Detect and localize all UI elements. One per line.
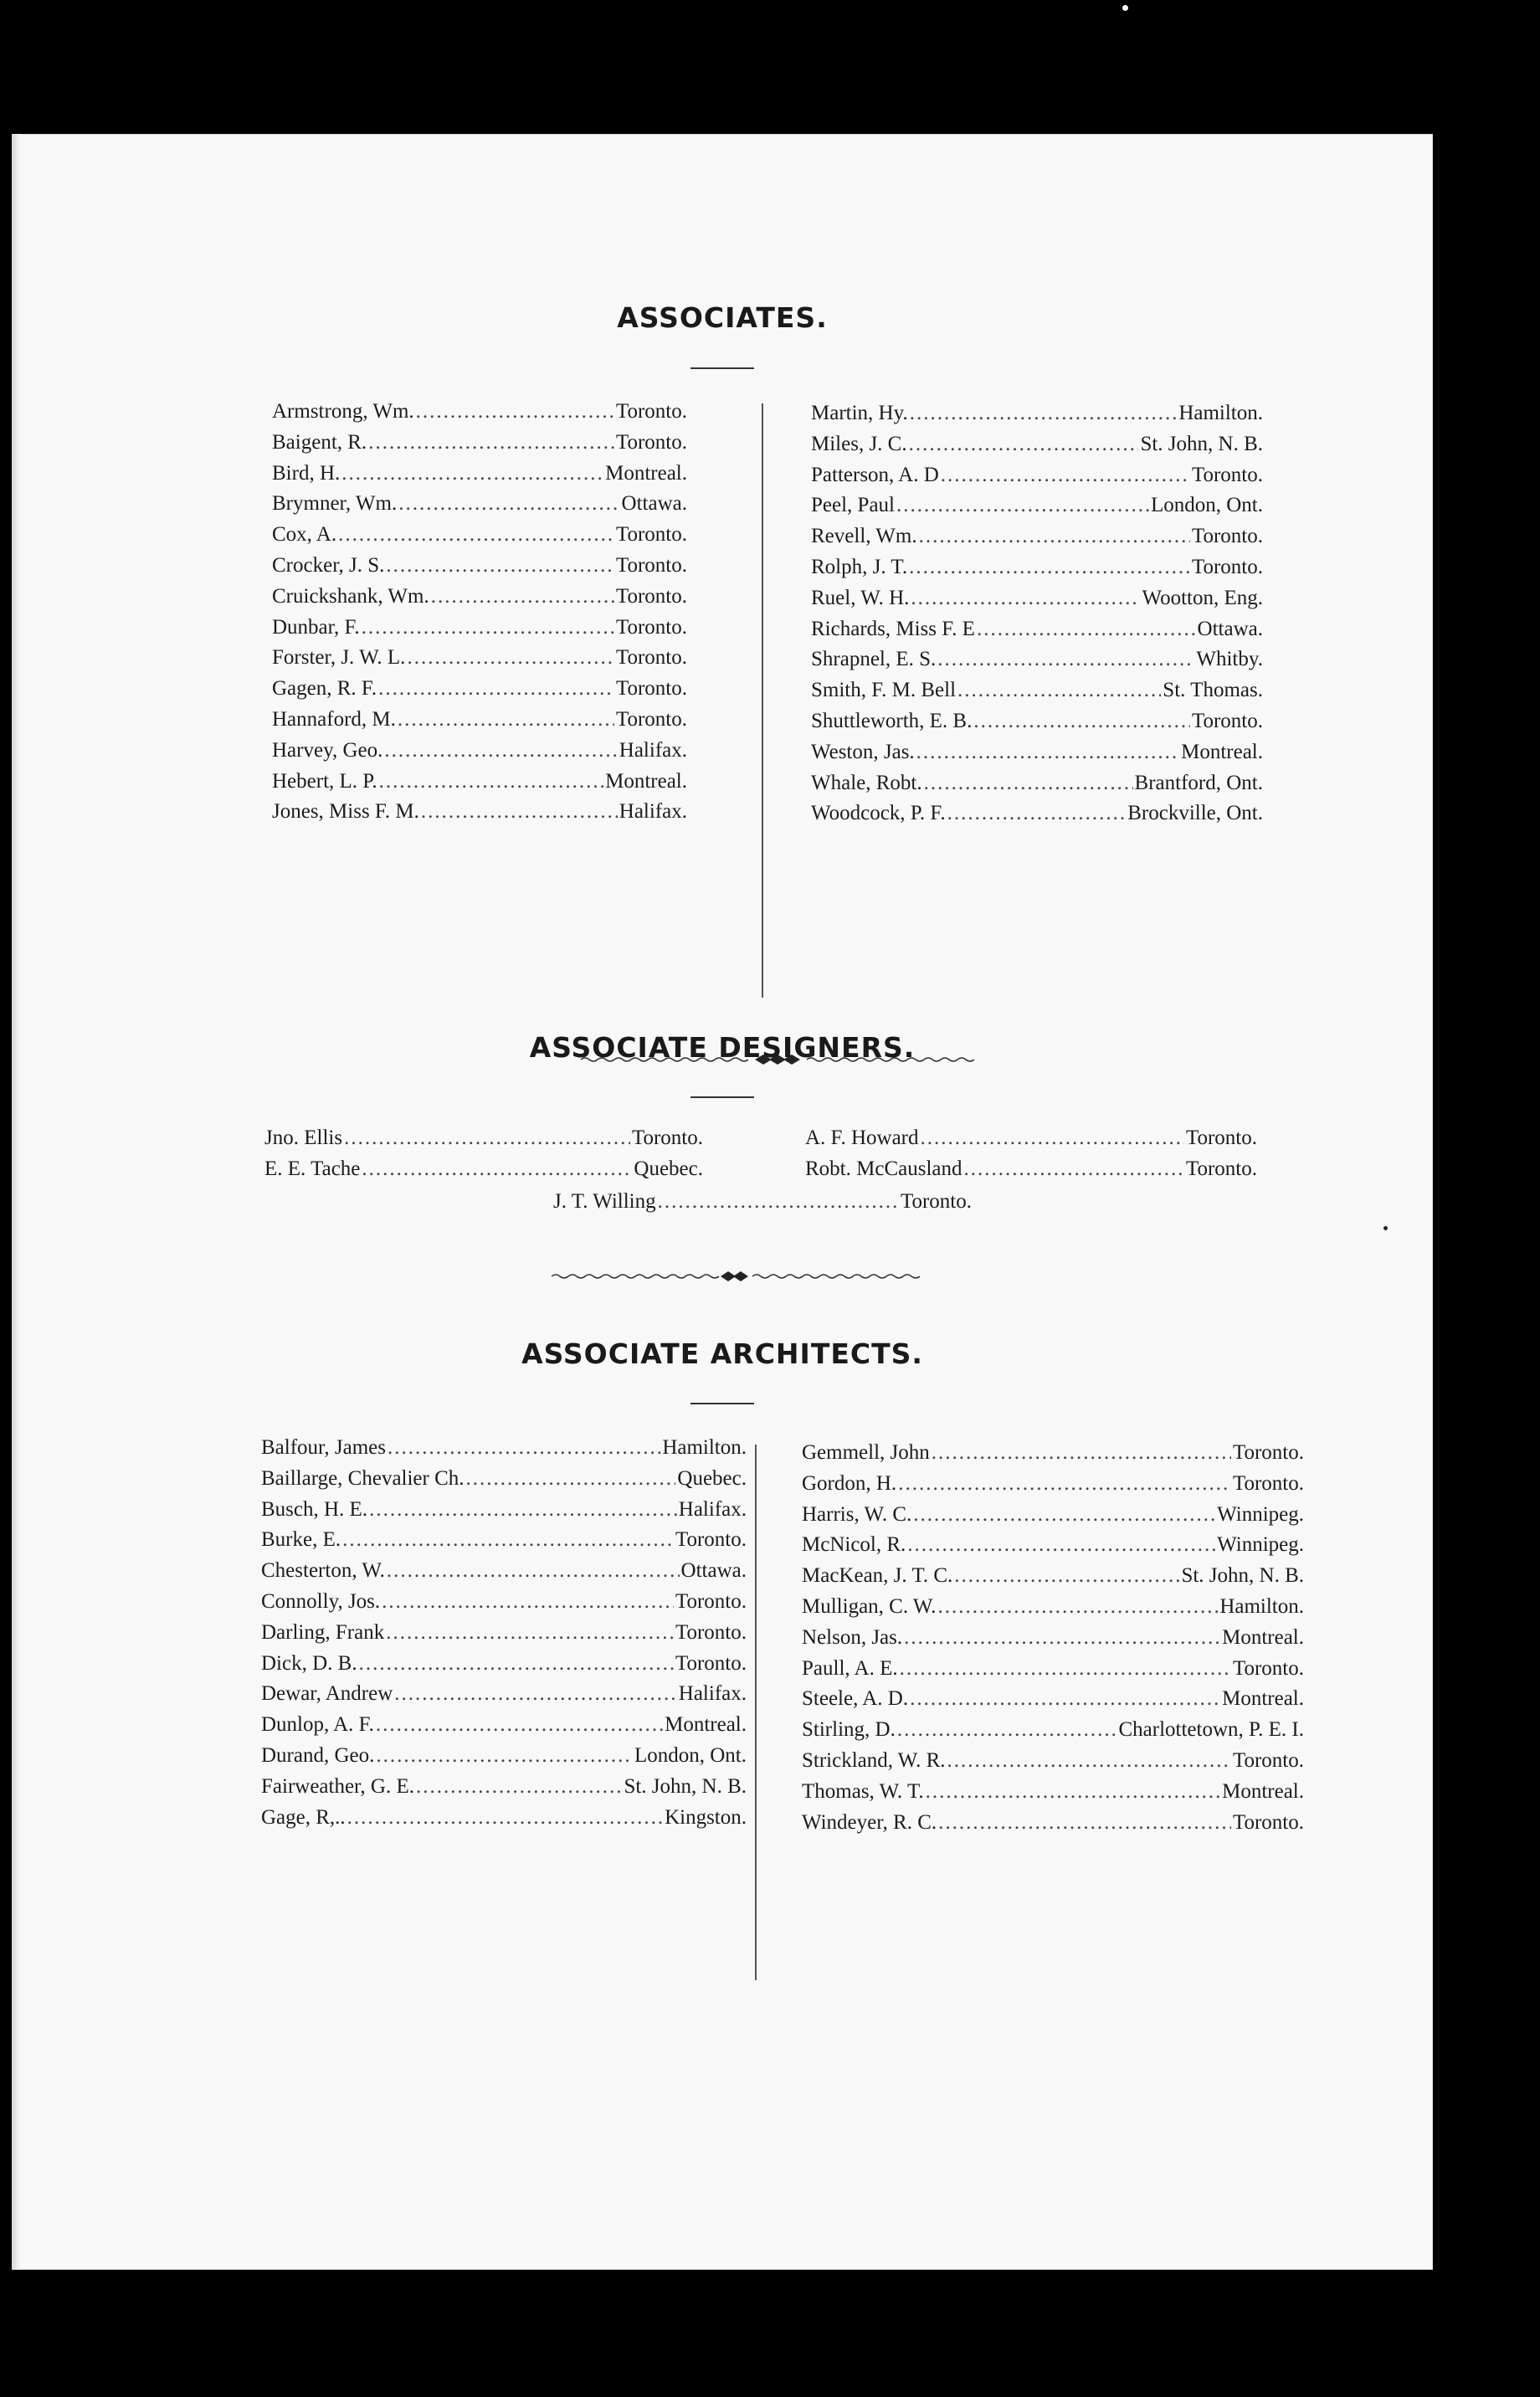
dot-leader: [344, 1127, 630, 1150]
member-name: Gordon, H.: [802, 1471, 897, 1495]
column-divider: [755, 1445, 757, 1980]
list-item: [811, 525, 1263, 556]
dot-leader: [431, 585, 614, 608]
dot-leader: [386, 554, 614, 577]
associates-heading: ASSOCIATES.: [617, 301, 828, 334]
member-location: Toronto.: [1191, 463, 1263, 486]
list-item: [261, 1775, 747, 1806]
member-location: Toronto.: [615, 523, 687, 547]
member-name: Dunbar, F.: [272, 615, 360, 639]
member-location: Ottawa.: [680, 1559, 747, 1583]
member-location: London, Ont.: [634, 1743, 747, 1767]
designers-heading-rule: [690, 1096, 754, 1098]
dot-leader: [466, 1467, 676, 1491]
dot-leader: [342, 1528, 674, 1552]
dot-leader: [957, 679, 1161, 702]
list-item: [802, 1595, 1304, 1626]
list-item: [261, 1682, 747, 1713]
list-item: [272, 708, 687, 739]
member-location: Ottawa.: [1197, 617, 1263, 640]
member-location: Toronto.: [675, 1589, 747, 1613]
dot-leader: [658, 1190, 899, 1214]
list-item: [802, 1657, 1304, 1688]
member-name: Shuttleworth, E. B.: [811, 709, 973, 732]
member-name: Revell, Wm.: [811, 525, 917, 548]
member-location: Montreal.: [605, 461, 687, 485]
list-item: [272, 677, 687, 708]
list-item: [811, 464, 1263, 495]
member-name: MacKean, J. T. C.: [802, 1564, 953, 1588]
dot-leader: [416, 1775, 622, 1799]
member-location: Montreal.: [1222, 1625, 1304, 1649]
list-item: [811, 710, 1263, 741]
member-name: Ruel, W. H.: [811, 586, 910, 609]
member-location: London, Ont.: [1150, 494, 1263, 517]
dot-leader: [911, 587, 1140, 610]
dot-leader: [924, 772, 1133, 795]
member-name: Thomas, W. T.: [802, 1779, 924, 1803]
list-item: [811, 402, 1263, 433]
member-location: Hamilton.: [662, 1436, 747, 1459]
member-name: Woodcock, P. F.: [811, 802, 946, 825]
dot-leader: [909, 556, 1190, 579]
member-location: Halifax.: [678, 1497, 747, 1521]
list-item: [802, 1472, 1304, 1503]
member-location: Toronto.: [1191, 555, 1263, 578]
member-location: Toronto.: [615, 553, 687, 577]
list-item: [811, 772, 1263, 803]
member-name: Martin, Hy.: [811, 402, 908, 424]
dot-leader: [416, 400, 614, 423]
dot-leader: [379, 770, 603, 793]
dot-leader: [897, 1718, 1117, 1742]
member-location: Montreal.: [1181, 740, 1263, 763]
member-location: Toronto.: [1191, 709, 1263, 732]
member-name: Smith, F. M. Bell: [811, 679, 957, 702]
list-item: [272, 585, 687, 616]
list-item: [261, 1498, 747, 1529]
list-item: [811, 679, 1263, 710]
page-binding-edge: [12, 134, 20, 2270]
member-location: Montreal.: [665, 1713, 747, 1737]
dot-leader: [907, 1533, 1215, 1557]
list-item: [261, 1590, 747, 1621]
list-item: [261, 1528, 747, 1559]
member-location: Hamilton.: [1219, 1594, 1304, 1618]
dot-leader: [369, 1498, 677, 1522]
member-location: Toronto.: [675, 1528, 747, 1552]
member-name: Stirling, D.: [802, 1718, 896, 1742]
list-item: [802, 1780, 1304, 1811]
member-name: Dewar, Andrew: [261, 1682, 393, 1706]
member-name: Cox, A.: [272, 523, 337, 547]
member-name: E. E. Tache: [264, 1157, 361, 1180]
list-item: [272, 770, 687, 801]
member-location: Halifax.: [619, 800, 687, 824]
designers-center-column: [553, 1190, 972, 1221]
member-location: Toronto.: [1232, 1471, 1304, 1495]
member-name: Bird, H.: [272, 461, 341, 485]
list-item: [802, 1718, 1304, 1749]
dot-leader: [941, 464, 1190, 487]
dot-leader: [938, 1811, 1231, 1835]
member-location: Toronto.: [615, 400, 687, 423]
member-location: Quebec.: [634, 1157, 703, 1180]
dot-leader: [913, 1503, 1215, 1527]
list-item: [261, 1806, 747, 1837]
dot-leader: [341, 462, 603, 485]
member-location: St. John, N. B.: [1181, 1564, 1304, 1588]
dot-leader: [407, 646, 614, 670]
dot-leader: [376, 1713, 663, 1737]
list-item: [802, 1626, 1304, 1657]
dot-leader: [362, 616, 614, 639]
list-item: [272, 523, 687, 554]
section-divider-ornament: [552, 1270, 920, 1282]
list-item: [811, 494, 1263, 525]
member-location: Toronto.: [1185, 1127, 1257, 1149]
list-item: [811, 433, 1263, 464]
member-name: Harris, W. C.: [802, 1502, 912, 1526]
member-location: Halifax.: [619, 738, 687, 762]
dot-leader: [382, 1590, 674, 1614]
list-item: [802, 1441, 1304, 1472]
dot-leader: [368, 431, 614, 454]
list-item: [264, 1157, 703, 1188]
list-item: [805, 1157, 1257, 1188]
list-item: [802, 1503, 1304, 1534]
member-name: Windeyer, R. C.: [802, 1810, 937, 1834]
member-location: Toronto.: [615, 707, 687, 731]
dot-leader: [347, 1806, 663, 1830]
member-name: Shrapnel, E. S.: [811, 648, 937, 671]
list-item: [811, 556, 1263, 587]
list-item: [272, 646, 687, 677]
dot-leader: [386, 1621, 674, 1645]
list-item: [261, 1436, 747, 1467]
member-name: Baigent, R.: [272, 430, 367, 454]
member-name: Richards, Miss F. E: [811, 617, 975, 640]
member-location: Toronto.: [1232, 1656, 1304, 1680]
list-item: [261, 1744, 747, 1775]
member-location: Toronto.: [900, 1190, 972, 1213]
list-item: [802, 1811, 1304, 1842]
member-name: Baillarge, Chevalier Ch.: [261, 1466, 465, 1490]
dot-leader: [926, 1780, 1221, 1804]
dot-leader: [937, 1595, 1218, 1619]
dot-leader: [964, 1157, 1184, 1181]
list-item: [811, 648, 1263, 679]
member-name: Dunlop, A. F.: [261, 1713, 374, 1737]
member-location: Whitby.: [1196, 648, 1263, 671]
member-name: Busch, H. E.: [261, 1497, 368, 1521]
architects-heading-rule: [690, 1403, 754, 1404]
dot-leader: [932, 1441, 1231, 1465]
member-location: St. John, N. B.: [624, 1774, 747, 1798]
member-location: Halifax.: [678, 1682, 747, 1706]
list-item: [264, 1127, 703, 1157]
designers-left-column: [264, 1127, 703, 1188]
member-location: Quebec.: [677, 1466, 747, 1490]
architects-left-column: [261, 1436, 747, 1836]
scan-speck: [1122, 5, 1128, 11]
member-name: Armstrong, Wm.: [272, 400, 414, 423]
member-location: Toronto.: [615, 584, 687, 608]
member-location: St. John, N. B.: [1140, 432, 1263, 455]
member-name: Durand, Geo.: [261, 1743, 375, 1767]
member-name: Gemmell, John: [802, 1441, 930, 1464]
dot-leader: [421, 800, 618, 824]
member-name: Miles, J. C.: [811, 432, 907, 455]
member-name: Brymner, Wm.: [272, 492, 398, 516]
member-name: Nelson, Jas.: [802, 1625, 903, 1649]
member-location: Winnipeg.: [1217, 1533, 1304, 1557]
member-name: Burke, E.: [261, 1528, 341, 1552]
member-name: Hebert, L. P.: [272, 769, 377, 793]
member-name: Chesterton, W.: [261, 1559, 385, 1583]
member-name: Gagen, R. F.: [272, 677, 377, 701]
associates-right-column: [811, 402, 1263, 833]
dot-leader: [900, 1657, 1231, 1681]
associates-left-column: [272, 400, 687, 831]
member-name: Weston, Jas.: [811, 740, 915, 763]
dot-leader: [896, 494, 1149, 517]
dot-leader: [910, 402, 1178, 425]
member-location: Toronto.: [675, 1651, 747, 1675]
member-name: Hannaford, M.: [272, 707, 396, 731]
list-item: [811, 618, 1263, 649]
member-name: Peel, Paul: [811, 494, 895, 517]
list-item: [261, 1621, 747, 1652]
list-item: [272, 462, 687, 493]
member-name: J. T. Willing: [553, 1190, 656, 1213]
list-item: [261, 1559, 747, 1590]
dot-leader: [394, 1682, 677, 1706]
member-location: Toronto.: [1232, 1748, 1304, 1772]
dot-leader: [947, 802, 1127, 825]
member-location: Ottawa.: [621, 492, 687, 516]
dot-leader: [376, 1744, 633, 1768]
member-location: Toronto.: [615, 430, 687, 454]
dot-leader: [338, 523, 614, 547]
member-name: A. F. Howard: [805, 1127, 919, 1149]
dot-leader: [398, 492, 619, 516]
dot-leader: [384, 739, 617, 762]
member-location: Montreal.: [1222, 1687, 1304, 1711]
member-name: Whale, Robt.: [811, 771, 922, 794]
list-item: [811, 587, 1263, 618]
list-item: [272, 616, 687, 647]
list-item: [802, 1564, 1304, 1595]
member-location: Brockville, Ont.: [1127, 802, 1263, 825]
member-location: Toronto.: [615, 646, 687, 670]
dot-leader: [387, 1559, 680, 1583]
member-name: Paull, A. E.: [802, 1656, 898, 1680]
member-name: Forster, J. W. L.: [272, 646, 406, 670]
member-location: Toronto.: [1232, 1441, 1304, 1464]
dot-leader: [388, 1436, 660, 1460]
member-name: Dick, D. B.: [261, 1651, 357, 1675]
dot-leader: [362, 1157, 632, 1181]
list-item: [272, 800, 687, 831]
member-location: Montreal.: [605, 769, 687, 793]
member-name: Jones, Miss F. M.: [272, 800, 419, 824]
member-location: Toronto.: [615, 677, 687, 701]
list-item: [805, 1127, 1257, 1157]
member-name: Rolph, J. T.: [811, 555, 908, 578]
architects-heading: ASSOCIATE ARCHITECTS.: [521, 1337, 923, 1370]
member-name: Fairweather, G. E.: [261, 1774, 414, 1798]
member-location: Hamilton.: [1178, 402, 1263, 424]
dot-leader: [359, 1652, 674, 1676]
member-name: Patterson, A. D: [811, 463, 939, 486]
list-item: [272, 739, 687, 770]
member-location: Toronto.: [615, 615, 687, 639]
list-item: [272, 431, 687, 462]
scan-speck: [1383, 1226, 1388, 1230]
member-name: Crocker, J. S.: [272, 553, 385, 577]
member-name: Gage, R,..: [261, 1805, 346, 1829]
list-item: [811, 802, 1263, 833]
list-item: [261, 1652, 747, 1683]
member-location: Brantford, Ont.: [1134, 771, 1263, 794]
member-name: Darling, Frank: [261, 1620, 385, 1644]
list-item: [811, 741, 1263, 772]
dot-leader: [977, 618, 1196, 641]
dot-leader: [378, 677, 614, 701]
dot-leader: [904, 1626, 1220, 1650]
dot-leader: [921, 1127, 1184, 1150]
member-location: St. Thomas.: [1163, 679, 1263, 702]
list-item: [802, 1687, 1304, 1718]
dot-leader: [954, 1564, 1179, 1588]
dot-leader: [898, 1472, 1231, 1496]
member-name: Balfour, James: [261, 1436, 386, 1459]
member-name: Cruickshank, Wm.: [272, 584, 429, 608]
member-name: McNicol, R.: [802, 1533, 906, 1557]
list-item: [272, 554, 687, 585]
member-name: Robt. McCausland: [805, 1157, 963, 1180]
member-location: Toronto.: [675, 1620, 747, 1644]
list-item: [802, 1749, 1304, 1780]
member-location: Toronto.: [1191, 525, 1263, 548]
associates-heading-rule: [690, 367, 754, 369]
designers-right-column: [805, 1127, 1257, 1188]
list-item: [802, 1533, 1304, 1564]
document-page: [12, 134, 1433, 2270]
dot-leader: [937, 648, 1194, 671]
column-divider: [762, 403, 763, 998]
member-name: Jno. Ellis: [264, 1127, 343, 1149]
list-item: [261, 1713, 747, 1744]
member-location: Wootton, Eng.: [1142, 586, 1263, 609]
dot-leader: [973, 710, 1190, 733]
dot-leader: [910, 1687, 1220, 1711]
dot-leader: [947, 1749, 1231, 1773]
member-location: Winnipeg.: [1217, 1502, 1304, 1526]
dot-leader: [919, 525, 1190, 548]
list-item: [261, 1467, 747, 1498]
member-location: Toronto.: [631, 1127, 703, 1149]
member-name: Strickland, W. R.: [802, 1748, 946, 1772]
member-location: Toronto.: [1185, 1157, 1257, 1180]
dot-leader: [909, 433, 1139, 456]
member-location: Charlottetown, P. E. I.: [1118, 1718, 1304, 1742]
member-name: Connolly, Jos.: [261, 1589, 381, 1613]
list-item: [272, 400, 687, 431]
dot-leader: [398, 708, 614, 731]
list-item: [272, 492, 687, 523]
member-location: Montreal.: [1222, 1779, 1304, 1803]
list-item: [553, 1190, 972, 1221]
dot-leader: [916, 741, 1179, 764]
member-name: Steele, A. D.: [802, 1687, 909, 1711]
architects-right-column: [802, 1441, 1304, 1841]
designers-heading: ASSOCIATE DESIGNERS.: [529, 1031, 916, 1064]
member-name: Mulligan, C. W.: [802, 1594, 937, 1618]
member-name: Harvey, Geo.: [272, 738, 383, 762]
member-location: Kingston.: [665, 1805, 747, 1829]
member-location: Toronto.: [1232, 1810, 1304, 1834]
